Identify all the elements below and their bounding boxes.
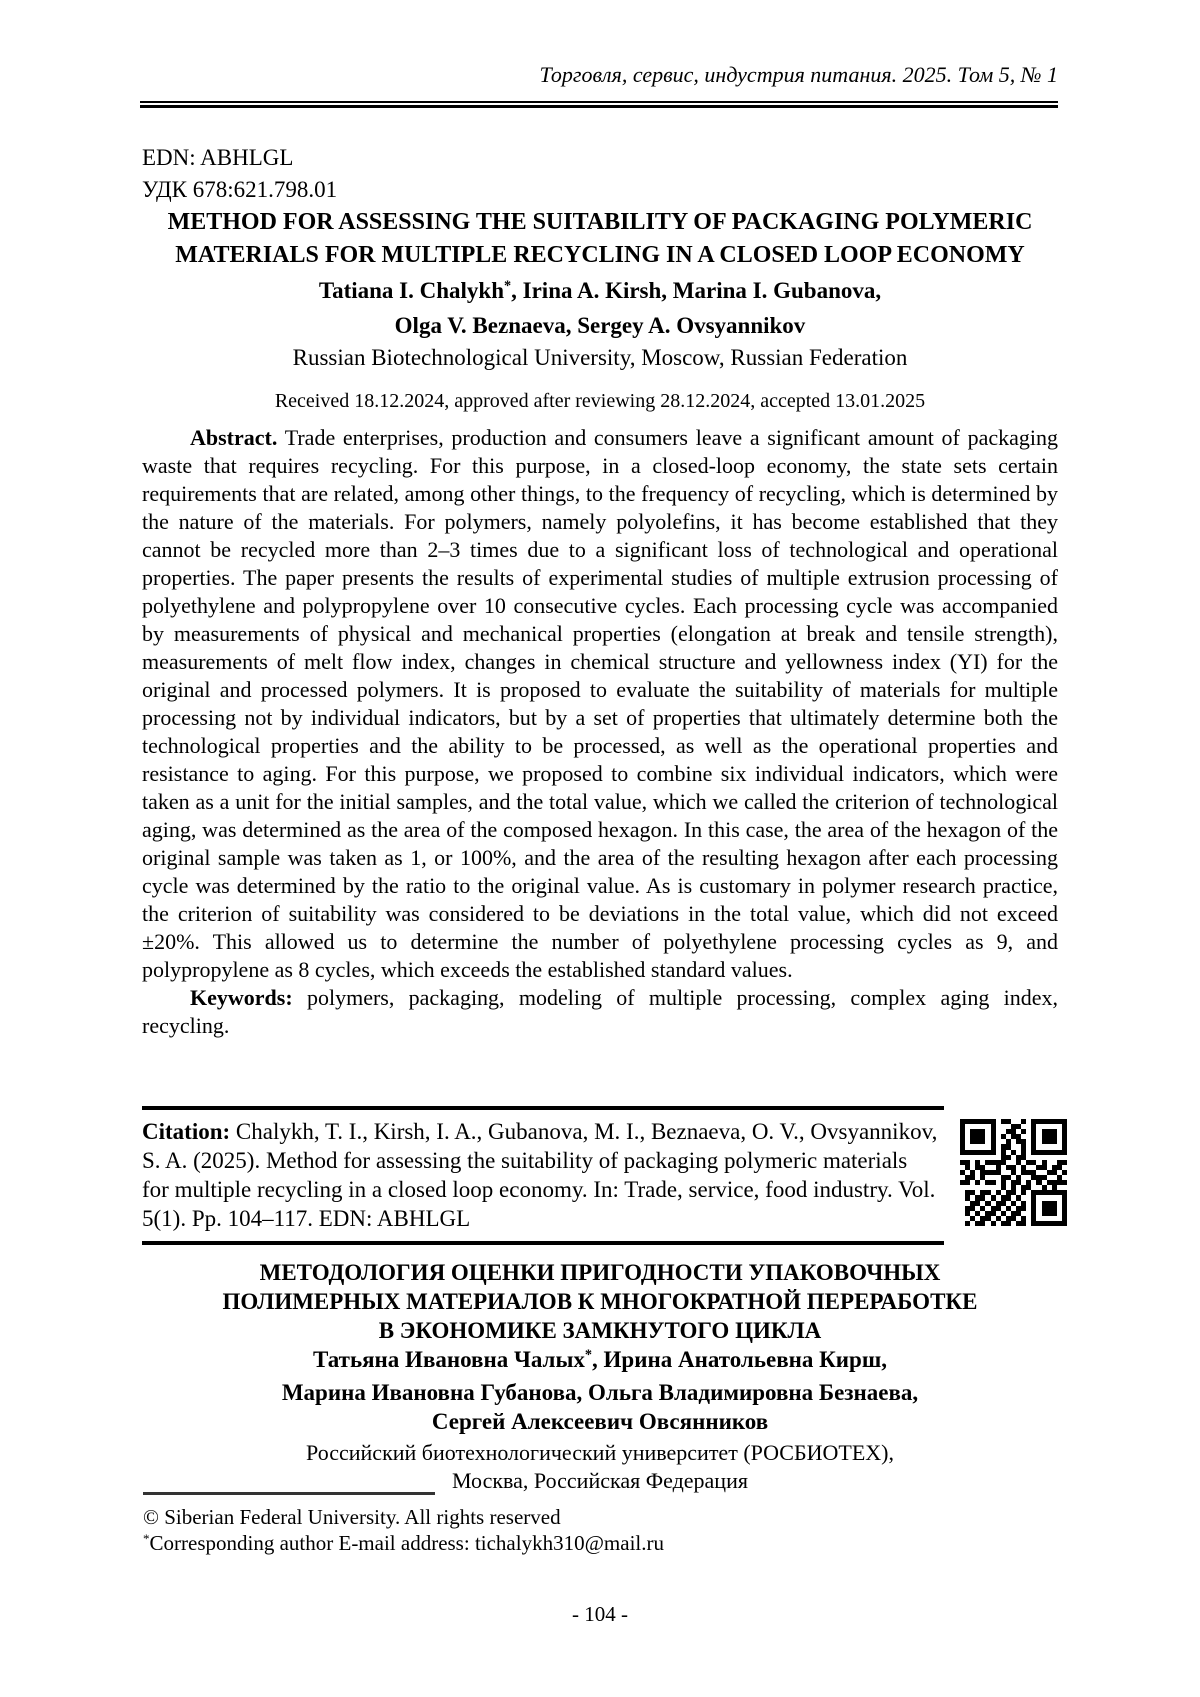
footnote-separator-rule — [143, 1492, 435, 1495]
authors-en — [142, 275, 1058, 341]
authors-rest: , Irina A. Kirsh, Marina I. Gubanova, — [511, 278, 882, 303]
authors-line: Марина Ивановна Губанова, Ольга Владимировна Безнаева, — [281, 1380, 919, 1405]
authors-line: Olga V. Beznaeva, Sergey A. Ovsyannikov — [394, 313, 806, 338]
running-header: Торговля, сервис, индустрия питания. 2025. Том 5, № 1 — [539, 62, 1058, 87]
citation-section — [142, 1106, 1067, 1245]
affiliation-en: Russian Biotechnological University, Moscow, Russian Federation — [292, 345, 908, 370]
keywords-paragraph — [142, 984, 1058, 1040]
author-name: Tatiana I. Chalykh — [318, 278, 505, 303]
title-line: МЕТОДОЛОГИЯ ОЦЕНКИ ПРИГОДНОСТИ УПАКОВОЧНЫХ — [259, 1260, 941, 1285]
citation-box — [142, 1106, 944, 1245]
article-head-ru — [142, 1258, 1058, 1495]
article-head-en — [142, 206, 1058, 413]
author-name: Татьяна Ивановна Чалых — [312, 1347, 585, 1372]
title-line: MATERIALS FOR MULTIPLE RECYCLING IN A CLOSED LOOP ECONOMY — [175, 242, 1025, 268]
received-dates: Received 18.12.2024, approved after reviewing 28.12.2024, accepted 13.01.2025 — [274, 390, 926, 412]
edn-code: EDN: ABHLGL — [142, 145, 294, 170]
keywords-label: Keywords: — [190, 985, 293, 1010]
article-codes — [142, 142, 337, 206]
page-number: - 104 - — [572, 1602, 628, 1626]
title-line: METHOD FOR ASSESSING THE SUITABILITY OF PACKAGING POLYMERIC — [167, 209, 1033, 235]
authors-line — [142, 1345, 1058, 1378]
abstract-label: Abstract. — [190, 425, 278, 450]
abstract-paragraph — [142, 424, 1058, 984]
title-line: ПОЛИМЕРНЫХ МАТЕРИАЛОВ К МНОГОКРАТНОЙ ПЕРЕРАБОТКЕ — [222, 1289, 978, 1314]
corresponding-author-text: Corresponding author E-mail address: tichalykh310@mail.ru — [149, 1531, 664, 1555]
citation-label: Citation: — [142, 1119, 231, 1144]
authors-ru — [142, 1345, 1058, 1436]
keywords-text: polymers, packaging, modeling of multiple processing, complex aging index, recycling. — [142, 985, 1059, 1038]
authors-rest: , Ирина Анатольевна Кирш, — [592, 1347, 888, 1372]
affiliation-ru — [142, 1439, 1058, 1495]
footnote-section — [143, 1492, 1059, 1559]
affiliation-line: Российский биотехнологический университет (РОСБИОТЕХ), — [306, 1440, 894, 1465]
abstract-section — [142, 424, 1058, 1040]
title-line: В ЭКОНОМИКЕ ЗАМКНУТОГО ЦИКЛА — [378, 1318, 822, 1343]
header-double-rule — [140, 101, 1058, 108]
corresponding-author-asterisk: * — [584, 1347, 593, 1364]
copyright-note: © Siberian Federal University. All rights reserved — [143, 1505, 561, 1529]
qr-code — [960, 1119, 1067, 1226]
article-title-en — [142, 206, 1058, 272]
corresponding-author-note — [143, 1530, 1059, 1559]
corresponding-author-asterisk: * — [504, 278, 512, 295]
affiliation-line: Москва, Российская Федерация — [452, 1468, 748, 1493]
footnote-asterisk: * — [143, 1530, 150, 1546]
authors-line: Сергей Алексеевич Овсянников — [431, 1409, 769, 1434]
article-title-ru — [142, 1258, 1058, 1345]
citation-text: Chalykh, T. I., Kirsh, I. A., Gubanova, M. I., Beznaeva, O. V., Ovsyannikov, S. A. (2025). Method for assessing the suitability of packaging polymeric materials for multiple recycling in a closed loop economy. In: Trade, service, food industry. Vol. 5(1). Pp. 104–117. EDN: ABHLGL — [142, 1119, 938, 1231]
abstract-text: Trade enterprises, production and consumers leave a significant amount of packaging waste that requires recycling. For this purpose, in a closed-loop economy, the state sets certain requirements that are related, among other things, to the frequency of recycling, which is determined by the nature of the materials. For polymers, namely polyolefins, it has become established that they cannot be recycled more than 2–3 times due to a significant loss of technological and operational properties. The paper presents the results of experimental studies of multiple extrusion processing of polyethylene and polypropylene over 10 consecutive cycles. Each processing cycle was accompanied by measurements of physical and mechanical properties (elongation at break and tensile strength), measurements of melt flow index, changes in chemical structure and yellowness index (YI) for the original and processed polymers. It is proposed to evaluate the suitability of materials for multiple processing not by individual indicators, but by a set of properties that ultimately determine both the technological properties and the ability to be processed, as well as the operational properties and resistance to aging. For this purpose, we proposed to combine six individual indicators, which were taken as a unit for the initial samples, and the total value, which we called the criterion of technological aging, was determined as the area of the composed hexagon. In this case, the area of the hexagon of the original sample was taken as 1, or 100%, and the area of the resulting hexagon after each processing cycle was determined by the ratio to the original value. As is customary in polymer research practice, the criterion of suitability was considered to be deviations in the total value, which did not exceed ±20%. This allowed us to determine the number of polyethylene processing cycles as 9, and polypropylene as 8 cycles, which exceeds the established standard values. — [142, 425, 1058, 982]
udk-code: УДК 678:621.798.01 — [142, 177, 338, 202]
authors-line — [142, 275, 1058, 310]
